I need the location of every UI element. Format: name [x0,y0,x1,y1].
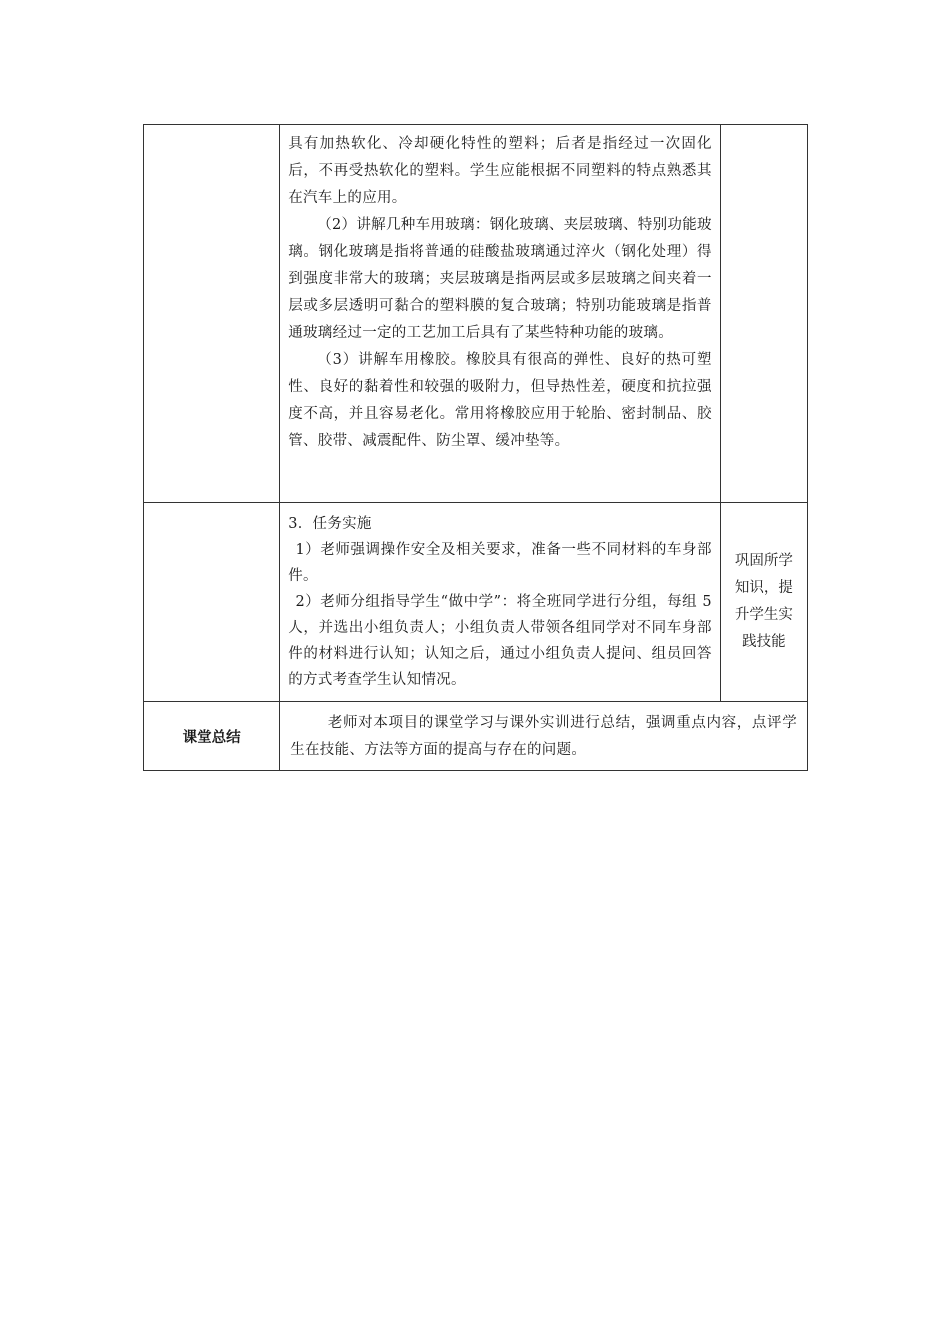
implementation-item-1: 1）老师强调操作安全及相关要求，准备一些不同材料的车身部件。 [288,542,712,584]
purpose-empty [720,125,807,503]
paragraph-rubber: （3）讲解车用橡胶。橡胶具有很高的弹性、良好的热可塑性、良好的黏着性和较强的吸附力，但导热性差，硬度和抗拉强度不高，并且容易老化。常用将橡胶应用于轮胎、密封制品、胶管、胶带、减震配件、防尘罩、缓冲垫等。 [288,352,712,449]
lesson-plan-table [143,124,808,771]
implementation-row [144,503,808,702]
teaching-content-row [144,125,808,503]
row-label-empty-2 [144,503,280,702]
summary-row [144,702,808,771]
summary-label: 课堂总结 [144,702,280,771]
implementation-item-2: 2）老师分组指导学生“做中学”：将全班同学进行分组，每组 5 人，并选出小组负责人；小组负责人带领各组同学对不同车身部件的材料进行认知；认知之后，通过小组负责人提问、组员回答的方式考查学生认知情况。 [288,594,712,688]
paragraph-glass: （2）讲解几种车用玻璃：钢化玻璃、夹层玻璃、特别功能玻璃。钢化玻璃是指将普通的硅酸盐玻璃通过淬火（钢化处理）得到强度非常大的玻璃；夹层玻璃是指两层或多层玻璃之间夹着一层或多层透明可黏合的塑料膜的复合玻璃；特别功能玻璃是指普通玻璃经过一定的工艺加工后具有了某些特种功能的玻璃。 [288,217,712,341]
implementation-cell [280,503,721,702]
implementation-heading: 3．任务实施 [288,516,372,532]
row-label-empty [144,125,280,503]
purpose-cell: 巩固所学知识，提升学生实践技能 [720,503,807,702]
summary-text: 老师对本项目的课堂学习与课外实训进行总结，强调重点内容，点评学生在技能、方法等方面的提高与存在的问题。 [280,702,808,771]
paragraph-plastics: 具有加热软化、冷却硬化特性的塑料；后者是指经过一次固化后，不再受热软化的塑料。学生应能根据不同塑料的特点熟悉其在汽车上的应用。 [288,136,712,206]
teaching-content-cell [280,125,721,503]
